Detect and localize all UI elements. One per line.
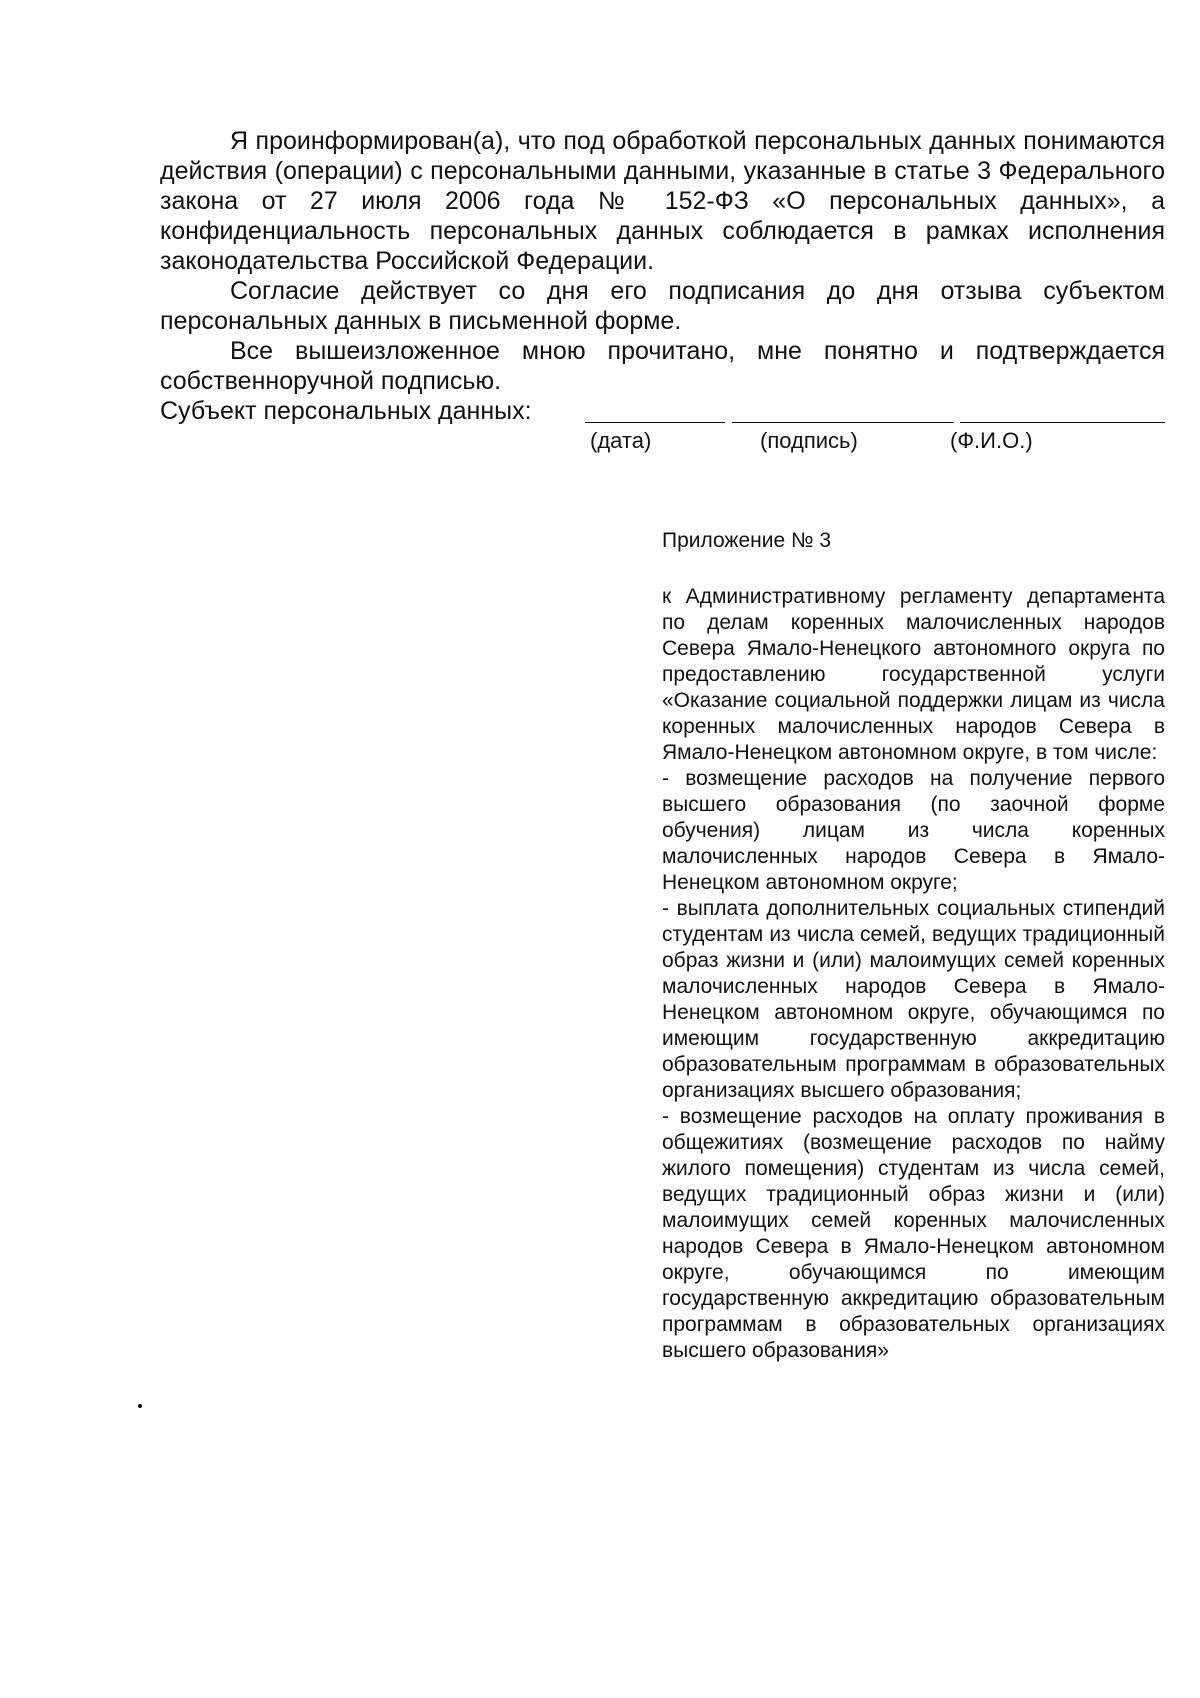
consent-paragraph-1: Я проинформирован(а), что под обработкой персональных данных понимаются действия (операции) с персональными данными, указанные в статье 3 Федерального закона от 27 июля 2006 года № 152-ФЗ «О персональных данных», а конфиденциальность персональных данных соблюдается в рамках исполнения законодательства Российской Федерации. bbox=[160, 127, 1165, 275]
name-caption: (Ф.И.О.) bbox=[950, 428, 1033, 453]
stray-mark bbox=[138, 1404, 142, 1408]
annex-item-3: - возмещение расходов на оплату проживания в общежитиях (возмещение расходов по найму жилого помещения) студентам из числа семей, ведущих традиционный образ жизни и (или) малоимущих семей коренных малочисленных народов Севера в Ямало-Ненецком автономном округе, обучающимся по имеющим государственную аккредитацию образовательным программам в образовательных организациях высшего образования» bbox=[662, 1105, 1165, 1362]
signature-blank bbox=[732, 422, 954, 423]
consent-section bbox=[160, 126, 1165, 456]
annex-intro: к Административному регламенту департамента по делам коренных малочисленных народов Севера Ямало-Ненецкого автономного округа по предоставлению государственной услуги «Оказание социальной поддержки лицам из числа коренных малочисленных народов Севера в Ямало-Ненецком автономном округе, в том числе: bbox=[662, 585, 1165, 764]
annex-item-2: - выплата дополнительных социальных стипендий студентам из числа семей, ведущих традиционный образ жизни и (или) малоимущих семей коренных малочисленных народов Севера в Ямало-Ненецком автономном округе, обучающимся по имеющим государственную аккредитацию образовательным программам в образовательных организациях высшего образования; bbox=[662, 897, 1165, 1102]
consent-paragraph-2: Согласие действует со дня его подписания до дня отзыва субъектом персональных данных в письменной форме. bbox=[160, 277, 1165, 335]
annex-title: Приложение № 3 bbox=[662, 529, 832, 552]
date-caption: (дата) bbox=[590, 428, 652, 453]
consent-paragraph-3: Все вышеизложенное мною прочитано, мне понятно и подтверждается собственноручной подписью. bbox=[160, 337, 1165, 395]
annex-item-1: - возмещение расходов на получение первого высшего образования (по заочной форме обучения) лицам из числа коренных малочисленных народов Севера в Ямало-Ненецком автономном округе; bbox=[662, 767, 1165, 894]
signature-label: Субъект персональных данных: bbox=[160, 397, 532, 425]
annex-block bbox=[662, 584, 1165, 1364]
name-blank bbox=[960, 422, 1165, 423]
signature-captions bbox=[160, 426, 1165, 456]
signature-line bbox=[160, 396, 1165, 426]
date-blank bbox=[585, 422, 725, 423]
signature-caption: (подпись) bbox=[760, 428, 858, 453]
